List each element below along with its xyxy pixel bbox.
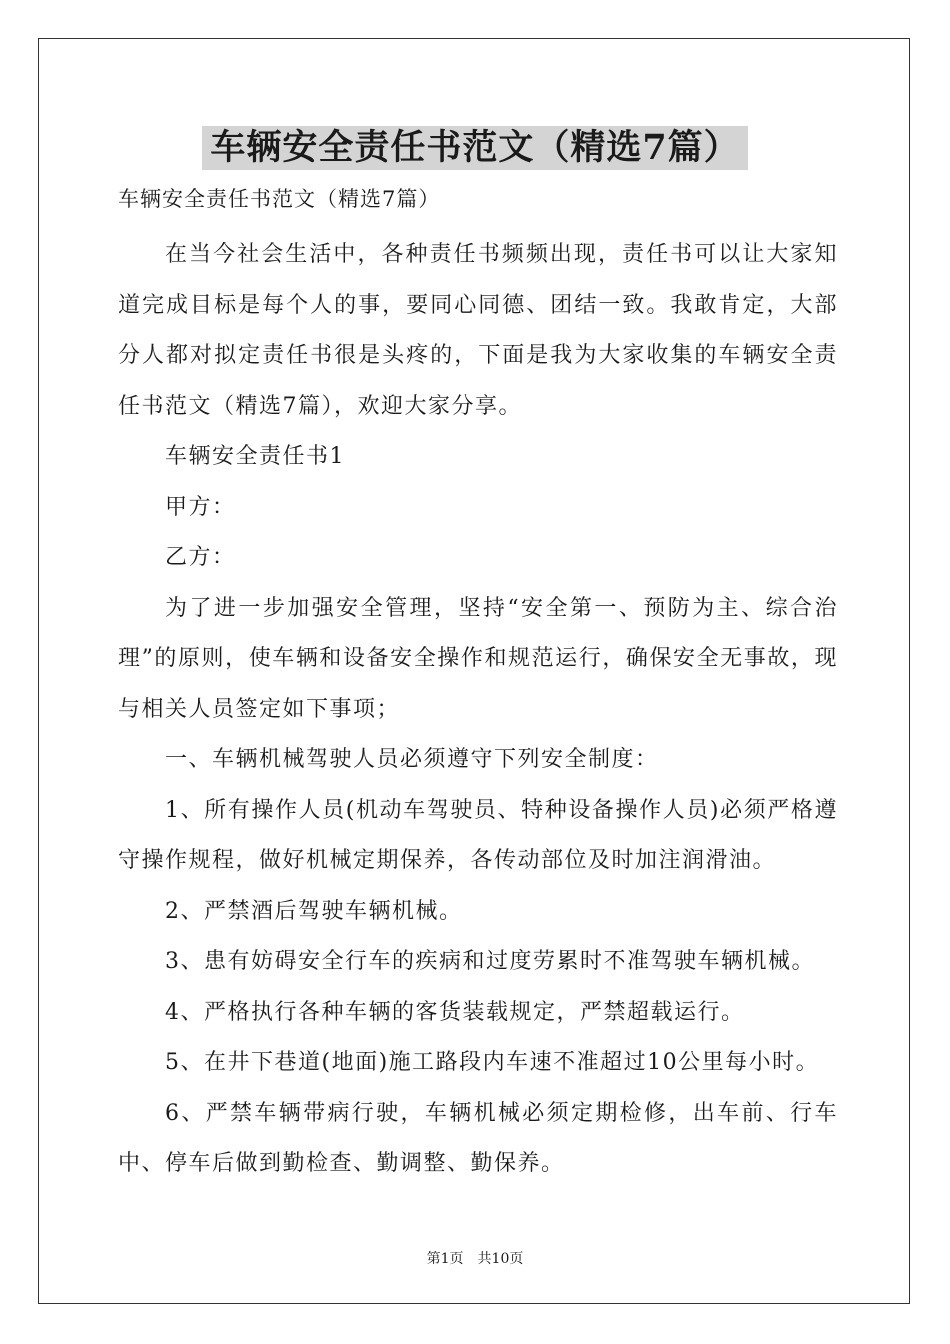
party-a-label: 甲方： xyxy=(165,494,236,520)
clause-item-4: 4、严格执行各种车辆的客货装载规定，严禁超载运行。 xyxy=(165,999,745,1025)
page-footer: 第1页 共10页 xyxy=(426,1251,524,1267)
clause-item-2: 2、严禁酒后驾驶车辆机械。 xyxy=(165,898,463,924)
document-title: 车辆安全责任书范文（精选7篇） xyxy=(202,126,747,170)
clause-item-3: 3、患有妨碍安全行车的疾病和过度劳累时不准驾驶车辆机械。 xyxy=(165,949,815,974)
clause-item-1: 1、所有操作人员(机动车驾驶员、特种设备操作人员)必须严格遵守操作规程，做好机械定期保养，各传动部位及时加注润滑油。 xyxy=(118,797,838,873)
document-subtitle: 车辆安全责任书范文（精选7篇） xyxy=(118,187,441,211)
title-container xyxy=(0,126,950,170)
clause-item-5: 5、在井下巷道(地面)施工路段内车速不准超过10公里每小时。 xyxy=(165,1050,820,1075)
purpose-paragraph: 为了进一步加强安全管理，坚持“安全第一、预防为主、综合治理”的原则，使车辆和设备安全操作和规范运行，确保安全无事故，现与相关人员签定如下事项； xyxy=(118,595,838,722)
clause-item-6: 6、严禁车辆带病行驶，车辆机械必须定期检修，出车前、行车中、停车后做到勤检查、勤调整、勤保养。 xyxy=(118,1100,838,1176)
clause-heading: 一、车辆机械驾驶人员必须遵守下列安全制度： xyxy=(165,747,659,772)
document-body xyxy=(118,230,838,1190)
section-heading: 车辆安全责任书1 xyxy=(165,444,345,469)
intro-paragraph: 在当今社会生活中，各种责任书频频出现，责任书可以让大家知道完成目标是每个人的事，要同心同德、团结一致。我敢肯定，大部分人都对拟定责任书很是头疼的，下面是我为大家收集的车辆安全责任书范文（精选7篇），欢迎大家分享。 xyxy=(118,242,838,419)
party-b-label: 乙方： xyxy=(165,545,236,570)
